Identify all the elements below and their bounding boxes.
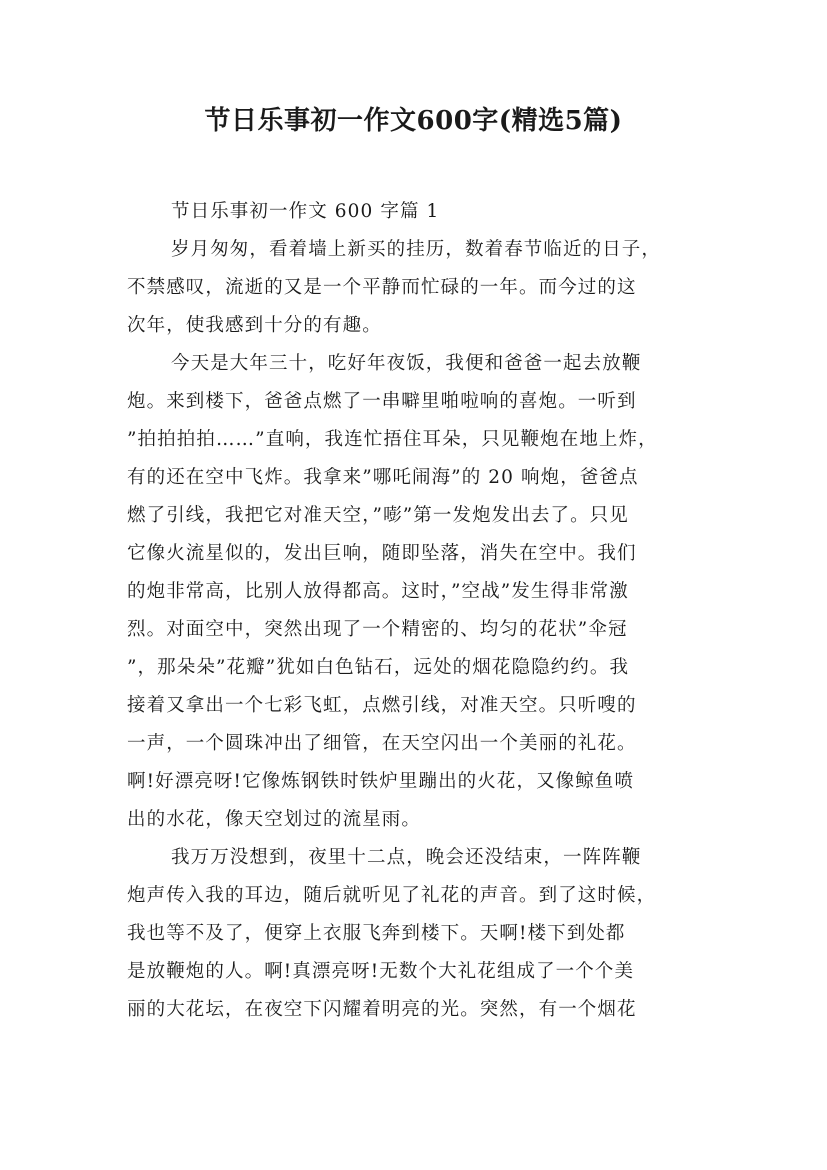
text-line: 我也等不及了，便穿上衣服飞奔到楼下。天啊!楼下到处都	[127, 923, 626, 944]
text-line: 炮声传入我的耳边，随后就听见了礼花的声音。到了这时候，	[127, 885, 657, 906]
text-line: 烈。对面空中，突然出现了一个精密的、均匀的花状”伞冠	[127, 619, 628, 640]
document-body	[127, 193, 703, 1029]
document-title: 节日乐事初一作文600字(精选5篇)	[204, 106, 623, 136]
text-line: 出的水花，像天空划过的流星雨。	[127, 809, 422, 830]
text-line: 有的还在空中飞炸。我拿来”哪吒闹海”的 20 响炮，爸爸点	[127, 467, 639, 488]
text-line: 丽的大花坛，在夜空下闪耀着明亮的光。突然，有一个烟花	[127, 999, 637, 1020]
text-line: 接着又拿出一个七彩飞虹，点燃引线，对准天空。只听嗖的	[127, 695, 637, 716]
text-line: 燃了引线，我把它对准天空，”嘭”第一发炮发出去了。只见	[127, 505, 629, 526]
text-line: 一声，一个圆珠冲出了细管，在天空闪出一个美丽的礼花。	[127, 733, 637, 754]
text-line: ”，那朵朵”花瓣”犹如白色钻石，远处的烟花隐隐约约。我	[127, 657, 630, 678]
section-heading: 节日乐事初一作文 600 字篇 1	[171, 201, 440, 222]
text-line: 它像火流星似的，发出巨响，随即坠落，消失在空中。我们	[127, 543, 637, 564]
text-line: 不禁感叹，流逝的又是一个平静而忙碌的一年。而今过的这	[127, 277, 637, 298]
text-line: 岁月匆匆，看着墙上新买的挂历，数着春节临近的日子，	[171, 239, 662, 260]
text-line: ”拍拍拍拍……”直响，我连忙捂住耳朵，只见鞭炮在地上炸，	[127, 429, 658, 450]
text-line: 是放鞭炮的人。啊!真漂亮呀!无数个大礼花组成了一个个美	[127, 961, 635, 982]
text-line: 炮。来到楼下，爸爸点燃了一串噼里啪啦响的喜炮。一听到	[127, 391, 637, 412]
text-line: 我万万没想到，夜里十二点，晚会还没结束，一阵阵鞭	[171, 847, 642, 868]
text-line: 啊!好漂亮呀!它像炼钢铁时铁炉里蹦出的火花，又像鲸鱼喷	[127, 771, 635, 792]
text-line: 今天是大年三十，吃好年夜饭，我便和爸爸一起去放鞭	[171, 353, 642, 374]
text-line: 次年，使我感到十分的有趣。	[127, 315, 382, 336]
text-line: 的炮非常高，比别人放得都高。这时，”空战”发生得非常激	[127, 581, 629, 602]
